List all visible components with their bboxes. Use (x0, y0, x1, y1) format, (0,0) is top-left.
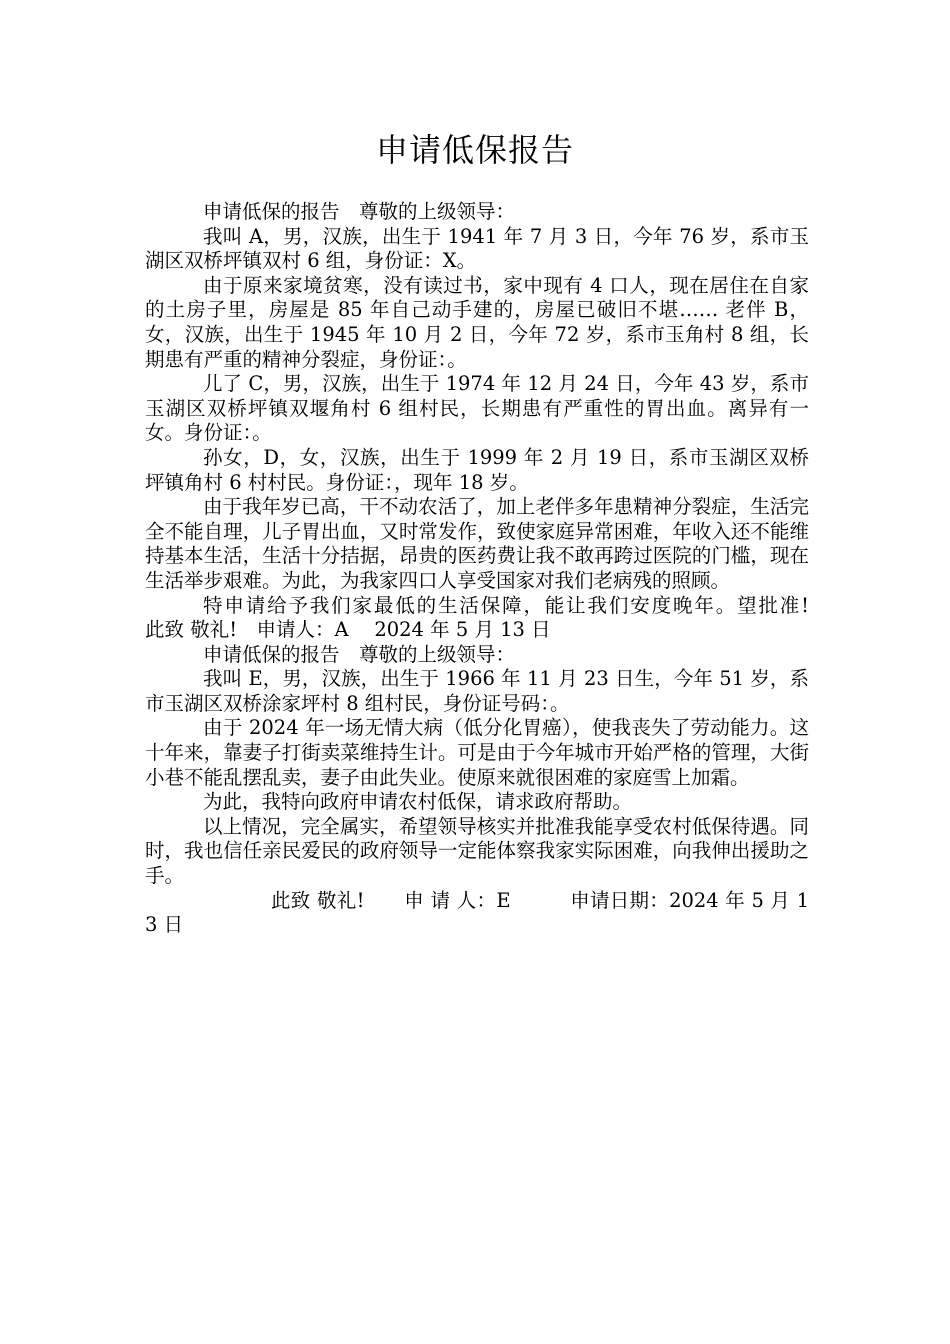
paragraph-request-a: 特申请给予我们家最低的生活保障，能让我们安度晚年。望批准! 此致 敬礼! 申请人：A 2024 年 5 月 13 日 (145, 593, 874, 642)
paragraph-applicant-a: 我叫 A，男，汉族，出生于 1941 年 7 月 3 日，今年 76 岁，系市玉湖区双桥坪镇双村 6 组，身份证：X。 (145, 224, 809, 273)
paragraph-applicant-e: 我叫 E，男，汉族，出生于 1966 年 11 月 23 日生，今年 51 岁，系市玉湖区双桥涂家坪村 8 组村民，身份证号码：。 (145, 667, 809, 715)
document-body (145, 200, 874, 938)
paragraph-hardship: 由于我年岁已高，干不动农活了，加上老伴多年患精神分裂症，生活完全不能自理，儿子胃出血，又时常发作，致使家庭异常困难，年收入还不能维持基本生活，生活十分拮据，昂贵的医药费让我不敢再跨过医院的门槛，现在生活举步艰难。为此，为我家四口人享受国家对我们老病残的照顾。 (145, 495, 809, 592)
document-title: 申请低保报告 (375, 131, 574, 169)
paragraph-granddaughter: 孙女，D，女，汉族，出生于 1999 年 2 月 19 日，系市玉湖区双桥坪镇角村 6 村村民。身份证：，现年 18 岁。 (145, 445, 809, 494)
paragraph-greeting-2: 申请低保的报告 尊敬的上级领导： (203, 642, 516, 666)
paragraph-illness: 由于 2024 年一场无情大病（低分化胃癌），使我丧失了劳动能力。这十年来，靠妻子打街卖菜维持生计。可是由于今年城市开始严格的管理，大街小巷不能乱摆乱卖，妻子由此失业。使原来就很困难的家庭雪上加霜。 (145, 716, 809, 789)
paragraph-verification: 以上情况，完全属实，希望领导核实并批准我能享受农村低保待遇。同时，我也信任亲民爱民的政府领导一定能体察我家实际困难，向我伸出援助之手。 (145, 814, 809, 888)
paragraph-son: 儿了 C，男，汉族，出生于 1974 年 12 月 24 日，今年 43 岁，系市玉湖区双桥坪镇双堰角村 6 组村民，长期患有严重性的胃出血。离异有一女。身份证：。 (145, 372, 809, 445)
paragraph-request-e: 为此，我特向政府申请农村低保，请求政府帮助。 (203, 790, 633, 814)
paragraph-greeting-1: 申请低保的报告 尊敬的上级领导： (203, 200, 516, 223)
paragraph-signoff: 此致 敬礼! 申 请 人：E 申请日期：2024 年 5 月 13 日 (145, 888, 809, 937)
paragraph-family-status: 由于原来家境贫寒，没有读过书，家中现有 4 口人，现在居住在自家的土房子里，房屋是 85 年自己动手建的，房屋已破旧不堪…… 老伴 B，女，汉族，出生于 1945 年 10 月 2 日，今年 72 岁，系市玉角村 8 组，长期患有严重的精神分裂症，身份证：。 (145, 273, 809, 371)
